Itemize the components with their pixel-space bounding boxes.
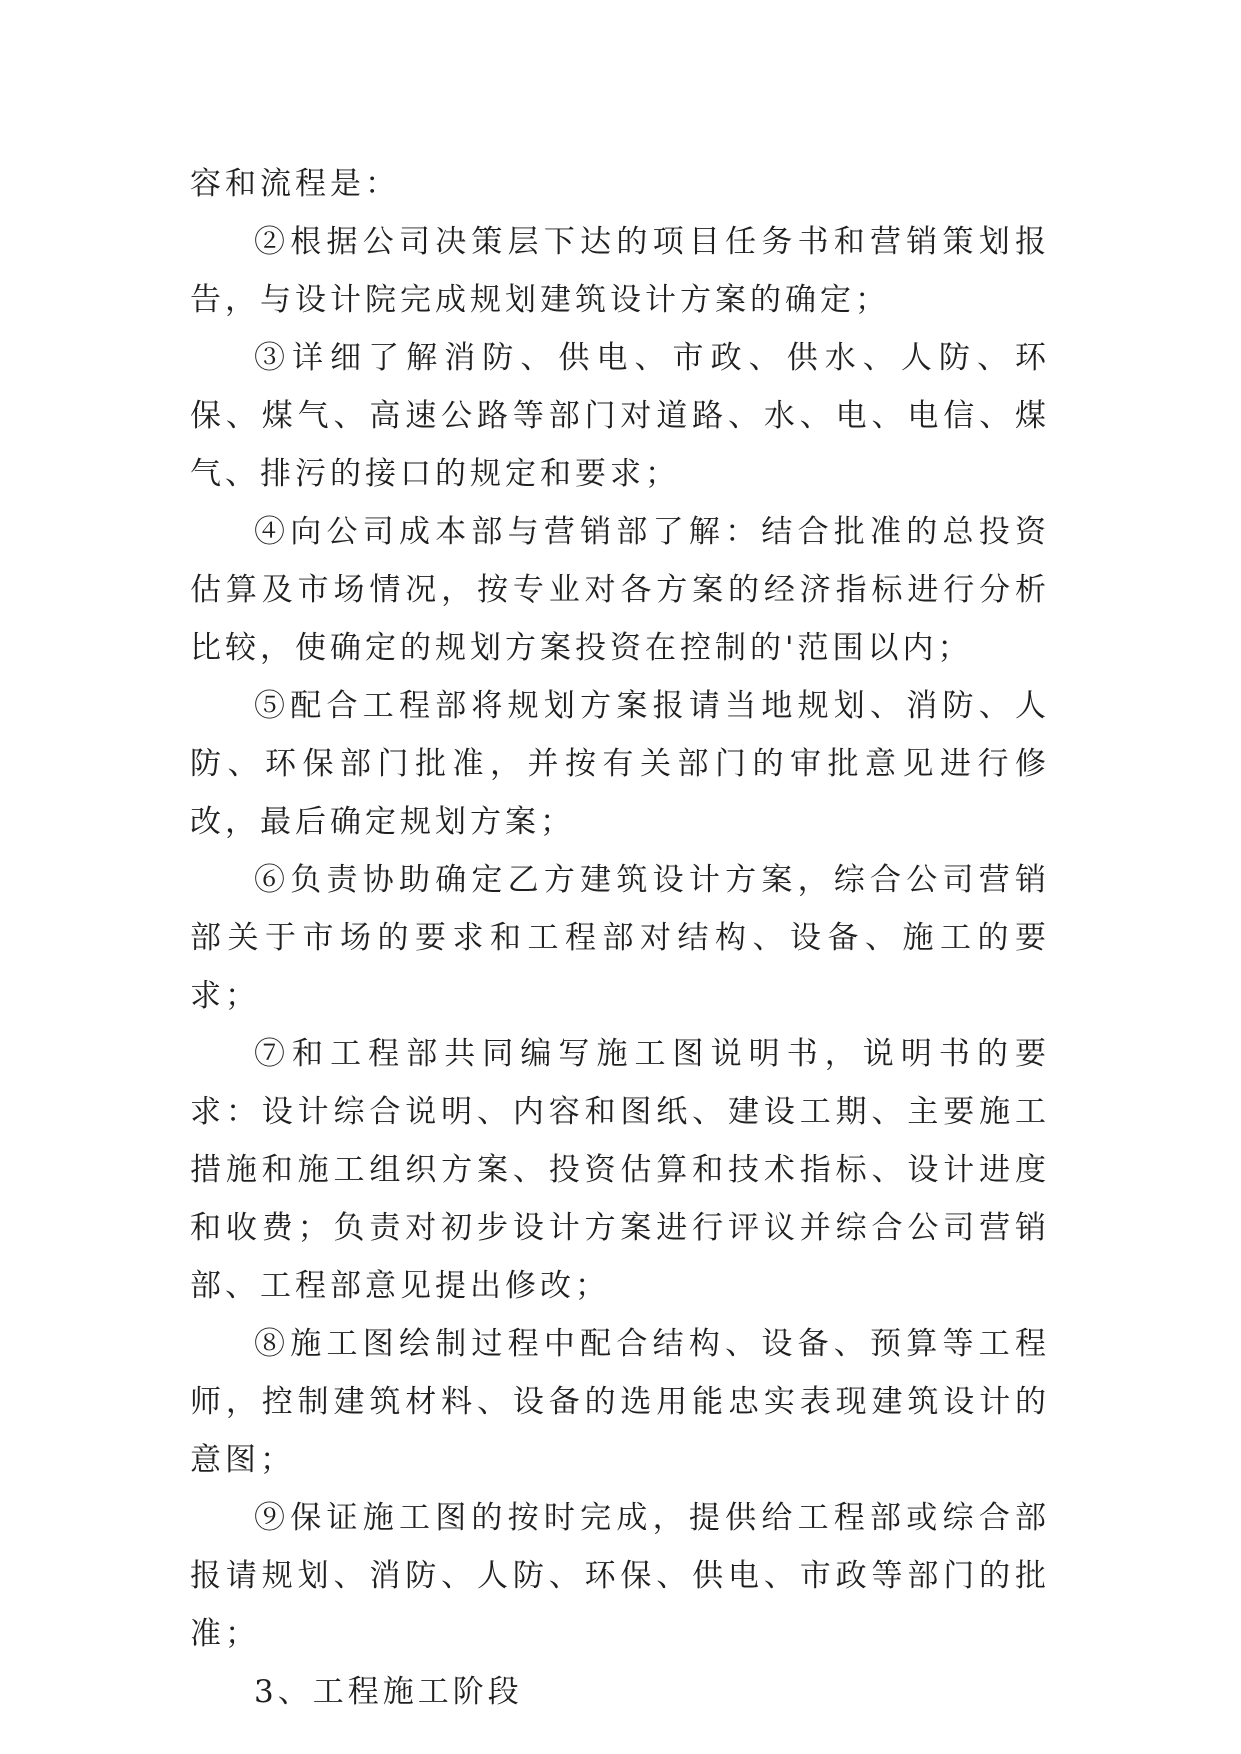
paragraph-item-6: ⑥负责协助确定乙方建筑设计方案，综合公司营销部关于市场的要求和工程部对结构、设备、施工的要求； bbox=[190, 862, 1050, 1014]
section-heading: 3、工程施工阶段 bbox=[254, 1674, 523, 1710]
paragraph-continuation: 容和流程是： bbox=[190, 166, 400, 202]
paragraph-item-2: ②根据公司决策层下达的项目任务书和营销策划报告，与设计院完成规划建筑设计方案的确定； bbox=[190, 224, 1050, 318]
paragraph-item-3: ③详细了解消防、供电、市政、供水、人防、环保、煤气、高速公路等部门对道路、水、电、电信、煤气、排污的接口的规定和要求； bbox=[190, 340, 1050, 492]
paragraph-item-9: ⑨保证施工图的按时完成，提供给工程部或综合部报请规划、消防、人防、环保、供电、市政等部门的批准； bbox=[190, 1500, 1050, 1652]
paragraph-item-4: ④向公司成本部与营销部了解：结合批准的总投资估算及市场情况，按专业对各方案的经济指标进行分析比较，使确定的规划方案投资在控制的'范围以内； bbox=[190, 514, 1050, 666]
paragraph-item-7: ⑦和工程部共同编写施工图说明书，说明书的要求：设计综合说明、内容和图纸、建设工期、主要施工措施和施工组织方案、投资估算和技术指标、设计进度和收费；负责对初步设计方案进行评议并综合公司营销部、工程部意见提出修改； bbox=[190, 1036, 1050, 1304]
document-body bbox=[190, 155, 1050, 1721]
paragraph-item-5: ⑤配合工程部将规划方案报请当地规划、消防、人防、环保部门批准，并按有关部门的审批意见进行修改，最后确定规划方案； bbox=[190, 688, 1050, 840]
paragraph-item-8: ⑧施工图绘制过程中配合结构、设备、预算等工程师，控制建筑材料、设备的选用能忠实表现建筑设计的意图； bbox=[190, 1326, 1050, 1478]
